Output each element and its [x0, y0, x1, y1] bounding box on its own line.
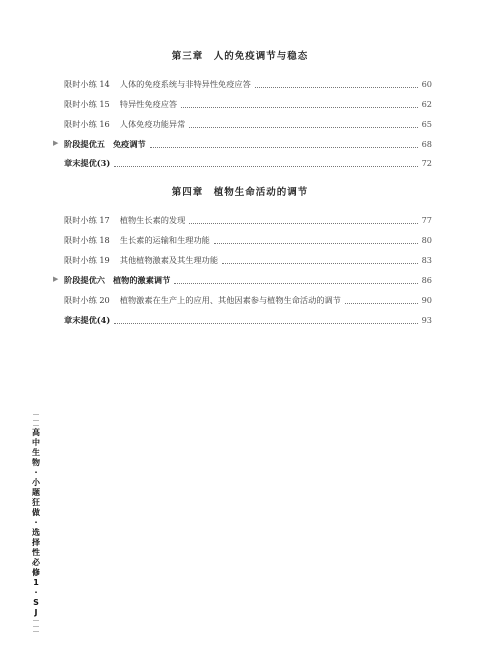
side-book-label: [30, 412, 42, 634]
entry-page: 72: [421, 158, 432, 168]
toc-entry[interactable]: [64, 117, 432, 131]
chapter-4-heading: 第四章 植物生命活动的调节: [171, 187, 309, 198]
entry-label: 限时小练 17: [64, 214, 110, 225]
toc-entry[interactable]: [64, 97, 432, 111]
entry-title: 章末提优(4): [64, 314, 111, 325]
side-char: 选: [32, 528, 40, 537]
side-char: 狂: [32, 498, 40, 507]
entry-label: 阶段提优六: [64, 274, 105, 285]
entry-title: 人体免疫功能异常: [119, 118, 186, 129]
entry-label: 限时小练 14: [64, 78, 110, 89]
leader-dots: [174, 283, 417, 284]
side-char: J: [34, 608, 38, 617]
entry-title: 免疫调节: [112, 138, 146, 149]
toc-entry-stage[interactable]: [64, 273, 432, 287]
entry-page: 77: [421, 215, 432, 225]
entry-page: 60: [421, 79, 432, 89]
leader-dots: [114, 323, 417, 324]
entry-title: 植物的激素调节: [112, 274, 171, 285]
chapter-3-heading: 第三章 人的免疫调节与稳态: [171, 51, 309, 62]
triangle-marker-icon: ▶: [53, 275, 59, 283]
toc-entry-stage[interactable]: [64, 137, 432, 151]
leader-dots: [345, 303, 418, 304]
entry-title: 植物激素在生产上的应用、其他因素参与植物生命活动的调节: [119, 294, 341, 305]
toc-entry[interactable]: [64, 213, 432, 227]
side-char: 做: [32, 508, 40, 517]
leader-dots: [222, 263, 418, 264]
toc-entry[interactable]: [64, 293, 432, 307]
entry-page: 80: [421, 235, 432, 245]
leader-dots: [255, 87, 418, 88]
toc-entry[interactable]: [64, 77, 432, 91]
side-char: 生: [32, 448, 40, 457]
entry-page: 68: [421, 139, 432, 149]
entry-page: 83: [421, 255, 432, 265]
leader-dots: [150, 147, 418, 148]
side-char: 必: [32, 558, 40, 567]
entry-title: 其他植物激素及其生理功能: [119, 254, 219, 265]
entry-label: 限时小练 18: [64, 234, 110, 245]
entry-title: 特异性免疫应答: [119, 98, 178, 109]
side-char: 题: [32, 488, 40, 497]
leader-dots: [181, 107, 417, 108]
side-char: 高: [32, 428, 40, 437]
entry-page: 65: [421, 119, 432, 129]
triangle-marker-icon: ▶: [53, 139, 59, 147]
entry-page: 93: [421, 315, 432, 325]
entry-page: 62: [421, 99, 432, 109]
side-char: S: [33, 598, 39, 607]
entry-page: 86: [421, 275, 432, 285]
decorative-bars-icon: [33, 620, 39, 632]
side-char: ·: [34, 588, 38, 597]
side-char: 性: [32, 548, 40, 557]
entry-label: 限时小练 15: [64, 98, 110, 109]
entry-label: 限时小练 20: [64, 294, 110, 305]
entry-label: 限时小练 19: [64, 254, 110, 265]
leader-dots: [214, 243, 418, 244]
toc-entry[interactable]: [64, 253, 432, 267]
leader-dots: [189, 223, 417, 224]
entry-page: 90: [421, 295, 432, 305]
side-char: 小: [32, 478, 40, 487]
side-char: 物: [32, 458, 40, 467]
leader-dots: [114, 166, 417, 167]
side-char: ·: [34, 468, 38, 477]
decorative-bars-icon: [33, 414, 39, 426]
side-char: 中: [32, 438, 40, 447]
entry-title: 生长素的运输和生理功能: [119, 234, 210, 245]
entry-title: 人体的免疫系统与非特异性免疫应答: [119, 78, 251, 89]
toc-entry-chapter-end[interactable]: [64, 156, 432, 170]
entry-title: 章末提优(3): [64, 157, 111, 168]
side-char: ·: [34, 518, 38, 527]
leader-dots: [189, 127, 417, 128]
side-char: 择: [32, 538, 40, 547]
entry-label: 限时小练 16: [64, 118, 110, 129]
entry-title: 植物生长素的发现: [119, 214, 186, 225]
entry-label: 阶段提优五: [64, 138, 105, 149]
side-char: 修: [32, 568, 40, 577]
toc-entry[interactable]: [64, 233, 432, 247]
side-char: 1: [33, 578, 39, 587]
toc-entry-chapter-end[interactable]: [64, 313, 432, 327]
